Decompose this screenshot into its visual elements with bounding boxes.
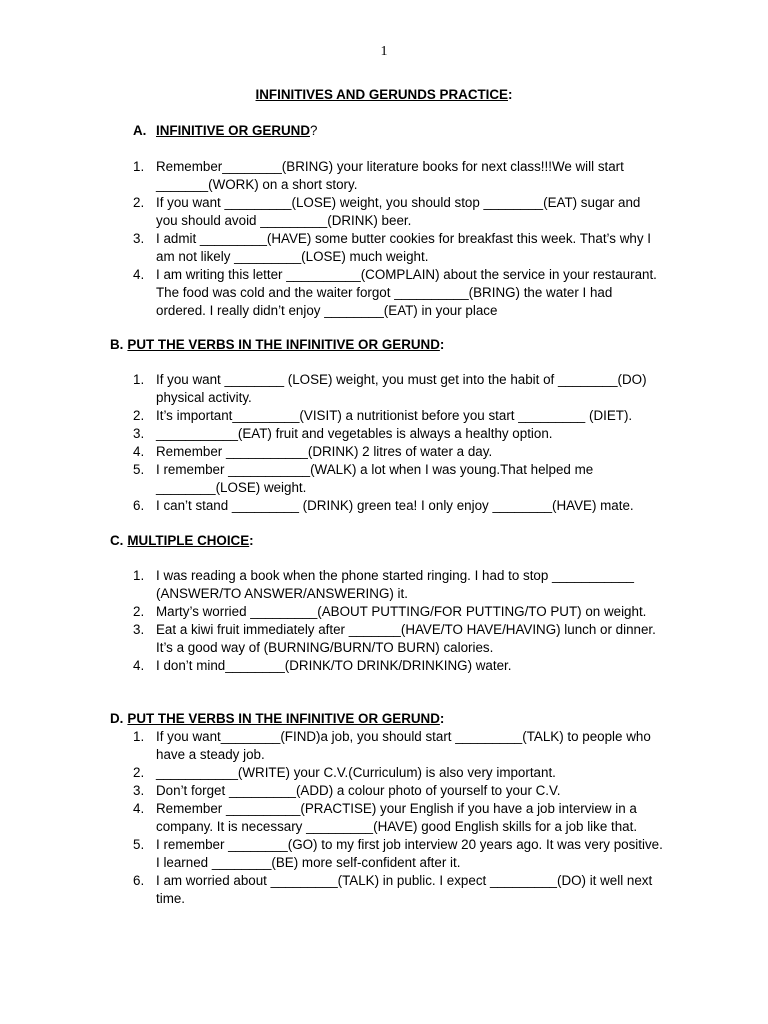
item-number: 6. bbox=[133, 498, 145, 513]
list-item bbox=[133, 621, 663, 657]
item-text: I don’t mind________(DRINK/TO DRINK/DRINKING) water. bbox=[156, 658, 512, 673]
item-number: 1. bbox=[133, 159, 145, 174]
section-title-suffix: : bbox=[249, 533, 254, 548]
item-number: 6. bbox=[133, 873, 145, 888]
item-number: 5. bbox=[133, 837, 145, 852]
list-item bbox=[133, 407, 663, 425]
item-text: Eat a kiwi fruit immediately after _______(HAVE/TO HAVE/HAVING) lunch or dinner. It’s a good way of (BURNING/BURN/TO BURN) calories. bbox=[156, 622, 656, 655]
item-number: 1. bbox=[133, 568, 145, 583]
item-number: 1. bbox=[133, 729, 145, 744]
item-text: Remember __________(PRACTISE) your English if you have a job interview in a company. It is necessary _________(HAVE) good English skills for a job like that. bbox=[156, 801, 638, 834]
item-text: I remember ___________(WALK) a lot when I was young.That helped me ________(LOSE) weight. bbox=[156, 462, 594, 495]
item-text: If you want ________ (LOSE) weight, you must get into the habit of ________(DO) physical activity. bbox=[156, 372, 647, 405]
section-title: PUT THE VERBS IN THE INFINITIVE OR GERUND bbox=[127, 337, 440, 352]
section-b-heading bbox=[110, 336, 444, 354]
section-title: MULTIPLE CHOICE bbox=[127, 533, 250, 548]
list-item bbox=[133, 657, 663, 675]
list-item bbox=[133, 266, 663, 320]
item-text: Don’t forget _________(ADD) a colour photo of yourself to your C.V. bbox=[156, 783, 561, 798]
item-number: 2. bbox=[133, 604, 145, 619]
item-number: 4. bbox=[133, 267, 145, 282]
page-title-text: INFINITIVES AND GERUNDS PRACTICE bbox=[255, 87, 508, 102]
item-number: 5. bbox=[133, 462, 145, 477]
page-title-suffix: : bbox=[508, 87, 513, 102]
item-text: ___________(EAT) fruit and vegetables is always a healthy option. bbox=[156, 426, 553, 441]
item-number: 2. bbox=[133, 408, 145, 423]
list-item bbox=[133, 461, 663, 497]
item-text: I admit _________(HAVE) some butter cookies for breakfast this week. That’s why I am not likely _________(LOSE) much weight. bbox=[156, 231, 651, 264]
item-number: 4. bbox=[133, 658, 145, 673]
list-item bbox=[133, 497, 663, 515]
item-number: 1. bbox=[133, 372, 145, 387]
section-title: INFINITIVE OR GERUND bbox=[156, 123, 310, 138]
section-title-suffix: : bbox=[439, 711, 445, 726]
list-item bbox=[133, 194, 663, 230]
item-text: I remember ________(GO) to my first job interview 20 years ago. It was very positive. I learned ________(BE) more self-confident after it. bbox=[156, 837, 663, 870]
page-title bbox=[0, 86, 768, 104]
list-item bbox=[133, 425, 663, 443]
list-item bbox=[133, 567, 663, 603]
section-title-suffix: ? bbox=[310, 123, 318, 138]
item-number: 4. bbox=[133, 444, 145, 459]
section-b-list bbox=[133, 371, 663, 515]
item-number: 3. bbox=[133, 783, 145, 798]
section-label: B. bbox=[110, 337, 124, 352]
section-c-list bbox=[133, 567, 663, 675]
section-a-list bbox=[133, 158, 663, 320]
list-item bbox=[133, 158, 663, 194]
item-text: Remember________(BRING) your literature books for next class!!!We will start _______(WORK) on a short story. bbox=[156, 159, 624, 192]
item-number: 2. bbox=[133, 195, 145, 210]
list-item bbox=[133, 872, 663, 908]
item-text: I can’t stand _________ (DRINK) green tea! I only enjoy ________(HAVE) mate. bbox=[156, 498, 634, 513]
section-d-list bbox=[133, 728, 663, 908]
item-text: I am worried about _________(TALK) in public. I expect _________(DO) it well next time. bbox=[156, 873, 653, 906]
item-text: I am writing this letter __________(COMPLAIN) about the service in your restaurant. The food was cold and the waiter forgot __________(BRING) the water I had ordered. I really didn’t enjoy ________(EAT) in your place bbox=[156, 267, 657, 318]
section-d-heading bbox=[110, 710, 444, 728]
item-text: I was reading a book when the phone started ringing. I had to stop ___________ (ANSWER/TO ANSWER/ANSWERING) it. bbox=[156, 568, 634, 601]
section-label: D. bbox=[110, 711, 124, 726]
section-a-heading bbox=[133, 122, 317, 140]
item-number: 2. bbox=[133, 765, 145, 780]
section-c-heading bbox=[110, 532, 254, 550]
list-item bbox=[133, 728, 663, 764]
item-text: If you want________(FIND)a job, you should start _________(TALK) to people who have a steady job. bbox=[156, 729, 651, 762]
list-item bbox=[133, 603, 663, 621]
list-item bbox=[133, 371, 663, 407]
item-text: Remember ___________(DRINK) 2 litres of water a day. bbox=[156, 444, 493, 459]
list-item bbox=[133, 836, 663, 872]
item-number: 3. bbox=[133, 622, 145, 637]
item-text: Marty’s worried _________(ABOUT PUTTING/FOR PUTTING/TO PUT) on weight. bbox=[156, 604, 647, 619]
item-text: ___________(WRITE) your C.V.(Curriculum) is also very important. bbox=[156, 765, 556, 780]
item-number: 3. bbox=[133, 231, 145, 246]
list-item bbox=[133, 800, 663, 836]
item-number: 3. bbox=[133, 426, 145, 441]
section-title-suffix: : bbox=[439, 337, 445, 352]
page-number: 1 bbox=[380, 44, 388, 59]
item-number: 4. bbox=[133, 801, 145, 816]
list-item bbox=[133, 443, 663, 461]
section-label: A. bbox=[133, 123, 147, 138]
section-title: PUT THE VERBS IN THE INFINITIVE OR GERUND bbox=[127, 711, 440, 726]
item-text: If you want _________(LOSE) weight, you should stop ________(EAT) sugar and you should avoid _________(DRINK) beer. bbox=[156, 195, 641, 228]
list-item bbox=[133, 782, 663, 800]
item-text: It’s important_________(VISIT) a nutritionist before you start _________ (DIET). bbox=[156, 408, 633, 423]
list-item bbox=[133, 764, 663, 782]
list-item bbox=[133, 230, 663, 266]
section-label: C. bbox=[110, 533, 124, 548]
